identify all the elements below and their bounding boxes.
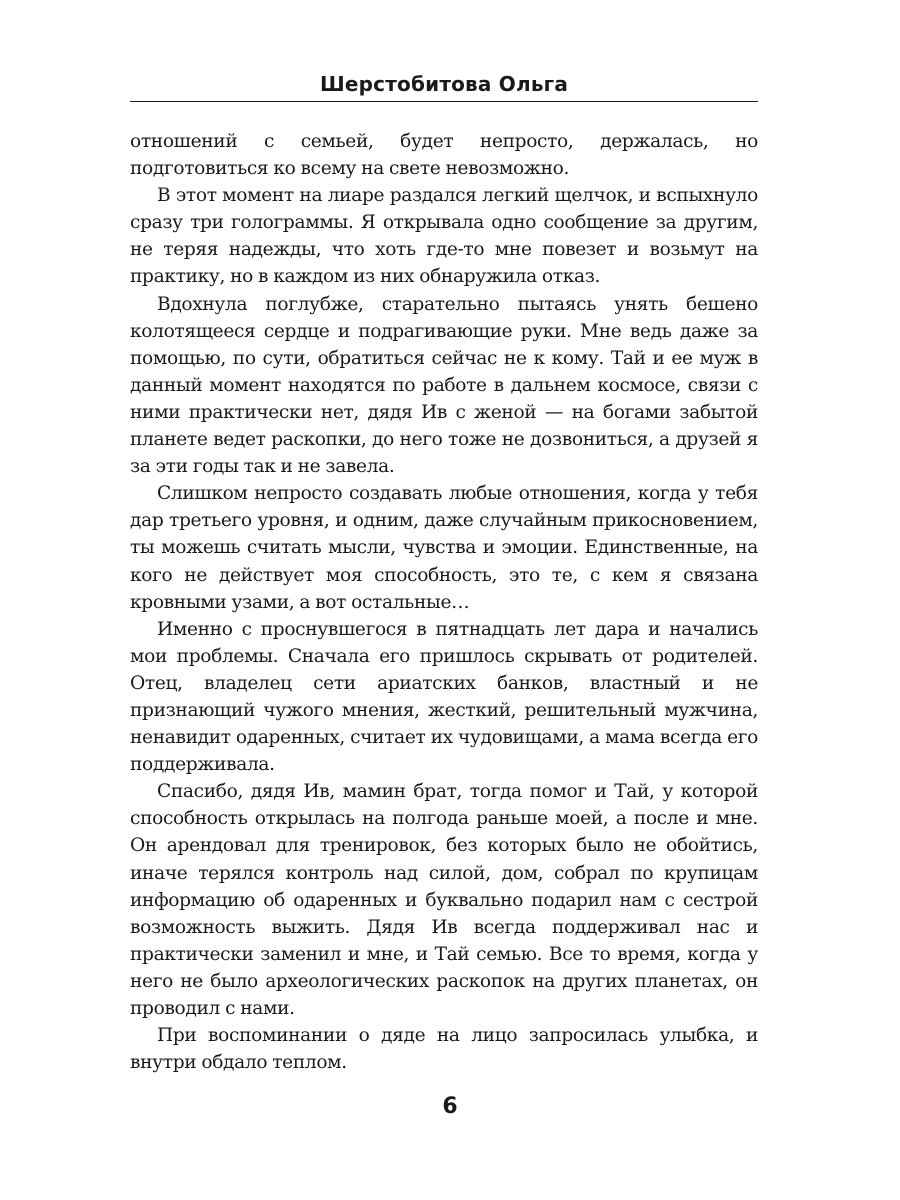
page-number: 6 <box>442 1094 458 1119</box>
paragraph-2: В этот момент на лиаре раздался легкий щелчок, и вспыхнуло сразу три голограммы. Я открывала одно сообщение за другим, не теряя надежды, что хоть где-то мне повезет и возьмут на практику, но в каждом из них обнаружила отказ. <box>130 185 758 288</box>
paragraph-4: Слишком непросто создавать любые отношения, когда у тебя дар третьего уровня, и одним, даже случайным прикосновением, ты можешь считать мысли, чувства и эмоции. Единственные, на кого не действует моя способность, это те, с кем я связана кровными узами, а вот остальные… <box>130 483 758 613</box>
paragraph-5: Именно с проснувшегося в пятнадцать лет дара и начались мои проблемы. Сначала его пришлось скрывать от родителей. Отец, владелец сети ариатских банков, властный и не признающий чужого мнения, жесткий, решительный мужчина, ненавидит одаренных, считает их чудовищами, а мама всегда его поддерживала. <box>130 618 758 776</box>
page-body <box>130 128 758 1076</box>
paragraph-1: отношений с семьей, будет непросто, держалась, но подготовиться ко всему на свете невозможно. <box>130 131 758 180</box>
paragraph-3: Вдохнула поглубже, старательно пытаясь унять бешено колотящееся сердце и подрагивающие руки. Мне ведь даже за помощью, по сути, обратиться сейчас не к кому. Тай и ее муж в данный момент находятся по работе в дальнем космосе, связи с ними практически нет, дядя Ив с женой — на богами забытой планете ведет раскопки, до него тоже не дозвониться, а друзей я за эти годы так и не завела. <box>130 293 758 478</box>
running-header <box>130 70 758 102</box>
paragraph-6: Спасибо, дядя Ив, мамин брат, тогда помог и Тай, у которой способность открылась на полгода раньше моей, а после и мне. Он арендовал для тренировок, без которых было не обойтись, иначе терялся контроль над силой, дом, собрал по крупицам информацию об одаренных и буквально подарил нам с сестрой возможность выжить. Дядя Ив всегда поддерживал нас и практически заменил и мне, и Тай семью. Все то время, когда у него не было археологических раскопок на других планетах, он проводил с нами. <box>130 781 758 1019</box>
author-name: Шерстобитова Ольга <box>319 72 569 96</box>
paragraph-7: При воспоминании о дяде на лицо запросилась улыбка, и внутри обдало теплом. <box>130 1025 758 1074</box>
